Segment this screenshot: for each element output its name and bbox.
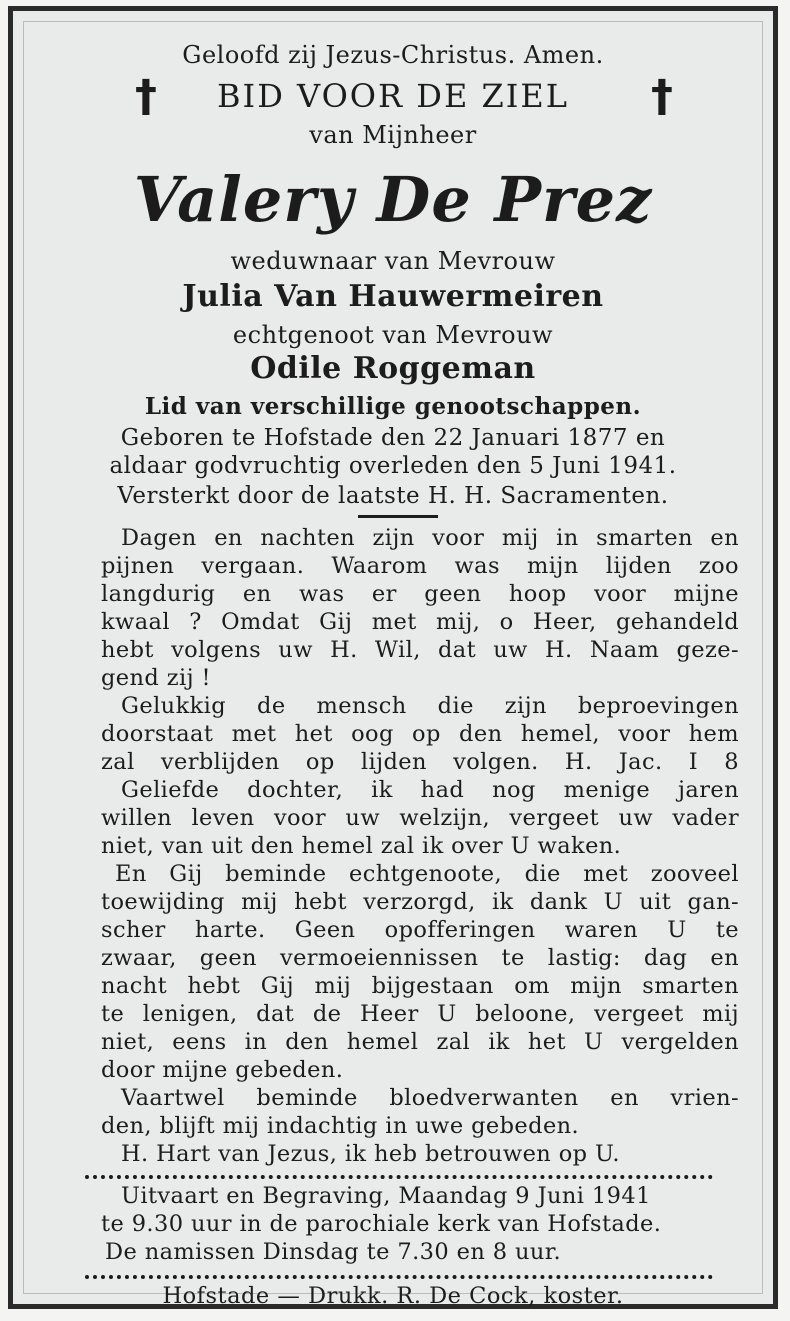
divider-dotted — [85, 1175, 713, 1179]
text-line: doorstaat met het oog op den hemel, voor hem — [101, 721, 739, 747]
text-line: willen leven voor uw welzijn, vergeet uw vader — [101, 805, 739, 831]
membership: Lid van verschillige genootschappen. — [144, 393, 642, 420]
text-line: Geliefde dochter, ik had nog menige jaren — [121, 777, 739, 803]
bid-heading: BID VOOR DE ZIEL — [217, 77, 569, 115]
death-line: aldaar godvruchtig overleden den 5 Juni 1941. — [109, 453, 677, 479]
memorial-card — [8, 6, 778, 1309]
text-line: toewijding mij hebt verzorgd, ik dank U uit gan- — [101, 889, 739, 915]
text-line: langdurig en was er geen hoop voor mijne — [101, 581, 739, 607]
opening-prayer: Geloofd zij Jezus-Christus. Amen. — [182, 41, 604, 69]
printer-line: Hofstade — Drukk. R. De Cock, koster. — [162, 1283, 624, 1309]
text-line: zwaar, geen vermoeiennissen te lastig: dag en — [101, 945, 739, 971]
text-line: En Gij beminde echtgenoote, die met zooveel — [115, 861, 739, 887]
text-line: kwaal ? Omdat Gij met mij, o Heer, gehandeld — [101, 609, 739, 635]
funeral-line-3: De namissen Dinsdag te 7.30 en 8 uur. — [105, 1239, 562, 1265]
text-line: te lenigen, dat de Heer U beloone, vergeet mij — [101, 1001, 739, 1027]
second-wife-name: Odile Roggeman — [250, 351, 536, 386]
funeral-line-2: te 9.30 uur in de parochiale kerk van Hofstade. — [101, 1211, 662, 1237]
cross-right-icon: † — [651, 71, 673, 122]
spouse-of: echtgenoot van Mevrouw — [232, 321, 554, 349]
text-line: scher harte. Geen opofferingen waren U te — [101, 917, 739, 943]
text-line: hebt volgens uw H. Wil, dat uw H. Naam geze- — [101, 637, 739, 663]
van-mijnheer: van Mijnheer — [309, 121, 477, 149]
text-line: nacht hebt Gij mij bijgestaan om mijn smarten — [101, 973, 739, 999]
divider-dotted-bottom — [85, 1275, 713, 1279]
text-line: niet, van uit den hemel zal ik over U waken. — [101, 833, 622, 859]
sacraments-line: Versterkt door de laatste H. H. Sacramenten. — [117, 483, 669, 509]
text-line: niet, eens in den hemel zal ik het U vergelden — [101, 1029, 739, 1055]
widower-of: weduwnaar van Mevrouw — [230, 247, 556, 275]
divider-solid — [358, 515, 438, 518]
deceased-name: Valery De Prez — [133, 163, 653, 236]
text-line: gend zij ! — [101, 665, 211, 691]
text-line: Dagen en nachten zijn voor mij in smarten en — [121, 525, 739, 551]
text-line: Vaartwel beminde bloedverwanten en vrien- — [121, 1085, 739, 1111]
text-line: den, blijft mij indachtig in uwe gebeden. — [101, 1113, 580, 1139]
cross-left-icon: † — [135, 71, 157, 122]
text-line: door mijne gebeden. — [101, 1057, 344, 1083]
text-line: pijnen vergaan. Waarom was mijn lijden zoo — [101, 553, 739, 579]
text-line: zal verblijden op lijden volgen. H. Jac. I 8 — [101, 749, 739, 775]
first-wife-name: Julia Van Hauwermeiren — [182, 279, 604, 314]
birth-line: Geboren te Hofstade den 22 Januari 1877 en — [120, 425, 666, 451]
funeral-line-1: Uitvaart en Begraving, Maandag 9 Juni 1941 — [121, 1183, 651, 1209]
text-line: H. Hart van Jezus, ik heb betrouwen op U. — [121, 1141, 620, 1167]
text-line: Gelukkig de mensch die zijn beproevingen — [121, 693, 739, 719]
